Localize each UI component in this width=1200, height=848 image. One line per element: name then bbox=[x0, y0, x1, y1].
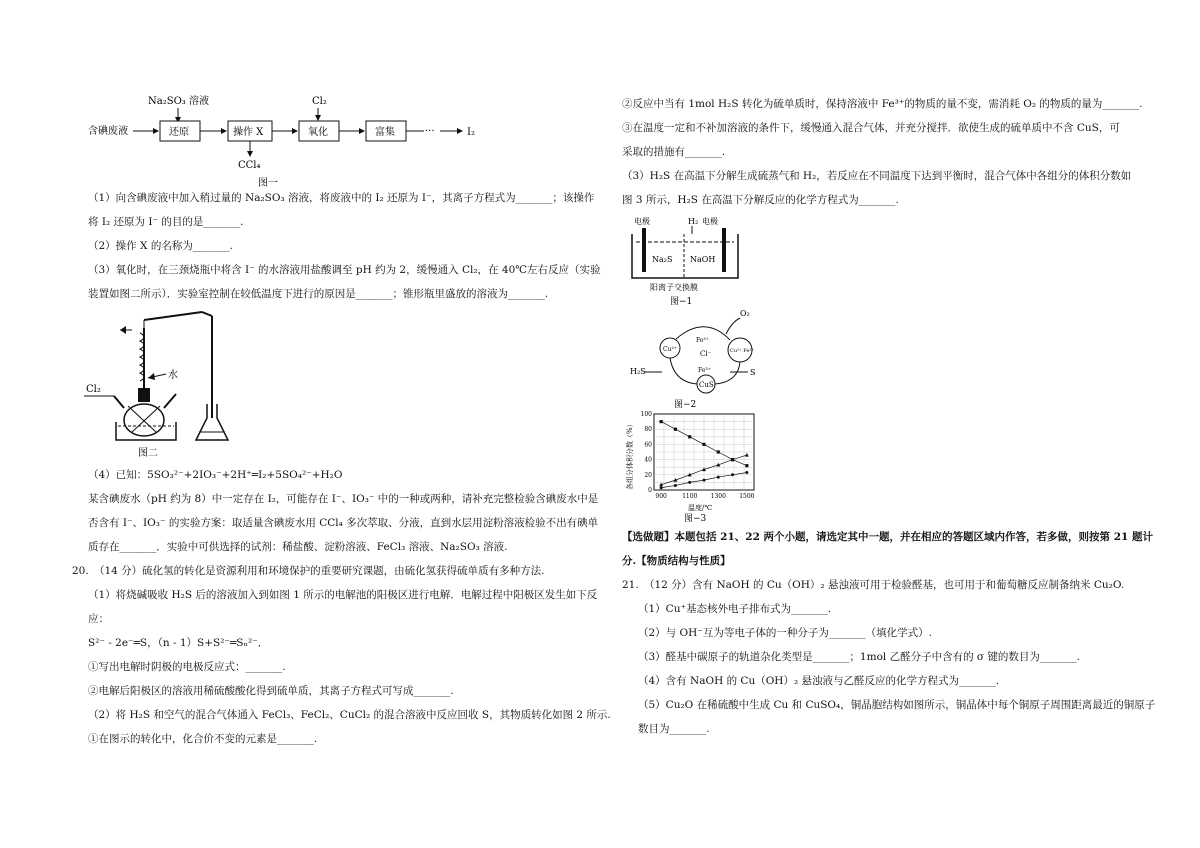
q1-line1: （1）向含碘废液中加入稍过量的 Na₂SO₃ 溶液，将废液中的 I₂ 还原为 I⁻，其离子方程式为_______；该操作 bbox=[88, 192, 595, 204]
q20-1-a: ①写出电解时阴极的电极反应式：_______. bbox=[88, 661, 286, 673]
flow-box-oxidize-label: 氧化 bbox=[308, 127, 328, 138]
q21-4: （4）含有 NaOH 的 Cu（OH）₂ 悬浊液与乙醛反应的化学方程式为_______. bbox=[638, 675, 1000, 687]
q20-2-line1: （2）将 H₂S 和空气的混合气体通入 FeCl₃、FeCl₂、CuCl₂ 的混合溶液中反应回收 S，其物质转化如图 2 所示. bbox=[88, 709, 611, 721]
q2: （2）操作 X 的名称为_______. bbox=[88, 240, 233, 252]
chart-point bbox=[731, 473, 734, 476]
q21-5-line2: 数目为_______. bbox=[638, 723, 710, 735]
fig2-cus: CuS bbox=[699, 381, 714, 389]
chart-ytick-label: 40 bbox=[644, 456, 652, 464]
q20-line1: 20. （14 分）硫化氢的转化是资源利用和环境保护的重要研究课题，由硫化氢获得硫单质有多种方法. bbox=[72, 565, 545, 577]
chart-point bbox=[660, 486, 663, 489]
q20-1-b: ②电解后阳极区的溶液用稀硫酸酸化得到硫单质，其离子方程式可写成_______. bbox=[88, 685, 454, 697]
chart-point bbox=[688, 435, 691, 438]
apparatus-caption: 图二 bbox=[138, 448, 158, 459]
q20-3-line1: （3）H₂S 在高温下分解生成硫蒸气和 H₂，若反应在不同温度下达到平衡时，混合气体中各组分的体积分数如 bbox=[622, 170, 1132, 182]
chart-xtick-label: 900 bbox=[655, 493, 667, 500]
chart-ytick-label: 100 bbox=[640, 411, 652, 418]
q4-line1: （4）已知：5SO₃²⁻+2IO₃⁻+2H⁺═I₂+5SO₄²⁻+H₂O bbox=[88, 469, 343, 481]
chart-point bbox=[717, 450, 720, 453]
chart-xlabel: 温度/℃ bbox=[688, 504, 713, 512]
chart-point bbox=[674, 484, 677, 487]
figure-3-chart bbox=[622, 408, 772, 523]
flow-box-operation-label: 操作 X bbox=[233, 127, 264, 138]
q20-3-line2: 图 3 所示，H₂S 在高温下分解反应的化学方程式为_______. bbox=[622, 194, 899, 206]
flow-byproduct-ccl4: CCl₄ bbox=[238, 160, 261, 171]
fig2-fe-top: Fe³⁺ bbox=[696, 337, 709, 344]
figure-1-electrolysis bbox=[622, 212, 762, 307]
select-line1: 【选做题】本题包括 21、22 两个小题，请选定其中一题，并在相应的答题区域内作答，若多做，则按第 21 题计 bbox=[622, 531, 1153, 543]
q3-line2: 装置如图二所示）．实验室控制在较低温度下进行的原因是_______；锥形瓶里盛放的溶液为_______. bbox=[88, 288, 549, 300]
chart-caption: 图−3 bbox=[684, 514, 707, 524]
apparatus-diagram bbox=[84, 308, 284, 458]
q20-2-c-line1: ③在温度一定和不补加溶液的条件下，缓慢通入混合气体，并充分搅拌．欲使生成的硫单质中不含 CuS，可 bbox=[622, 122, 1120, 134]
fig1-membrane: 阳离子交换膜 bbox=[650, 283, 698, 292]
q21-1: （1）Cu⁺基态核外电子排布式为_______. bbox=[638, 603, 832, 615]
chart-xtick-label: 1100 bbox=[682, 493, 698, 500]
fig1-electrode-left: 电极 bbox=[634, 217, 650, 226]
flow-product-i2: I₂ bbox=[467, 127, 475, 138]
apparatus-cl2-label: Cl₂ bbox=[86, 384, 101, 395]
q21-2: （2）与 OH⁻互为等电子体的一种分子为_______（填化学式）. bbox=[638, 627, 932, 639]
fig2-cu-fe: Cu²⁺ Fe²⁺ bbox=[730, 348, 755, 354]
fig1-naoh: NaOH bbox=[690, 255, 716, 264]
q20-2-b: ②反应中当有 1mol H₂S 转化为硫单质时，保持溶液中 Fe³⁺的物质的量不变，需消耗 O₂ 的物质的量为_______. bbox=[622, 98, 1143, 110]
fig2-caption: 图−2 bbox=[674, 400, 697, 410]
q21-5-line1: （5）Cu₂O 在稀硫酸中生成 Cu 和 CuSO₄，铜晶胞结构如图所示，铜晶体中每个铜原子周围距离最近的铜原子 bbox=[638, 699, 1156, 711]
flow-reagent-cl2: Cl₂ bbox=[312, 96, 327, 107]
flow-caption: 图一 bbox=[258, 178, 278, 189]
fig2-cu2: Cu²⁺ bbox=[663, 346, 678, 353]
apparatus-water-label: 水 bbox=[168, 370, 178, 381]
q1-line2: 将 I₂ 还原为 I⁻ 的目的是_______. bbox=[88, 216, 244, 228]
chart-point bbox=[745, 464, 748, 467]
chart-ylabel: 各组分体积分数（%） bbox=[626, 420, 634, 490]
q4-line2: 某含碘废水（pH 约为 8）中一定存在 I₂，可能存在 I⁻、IO₃⁻ 中的一种或两种，请补充完整检验含碘废水中是 bbox=[88, 493, 599, 505]
chart-ytick-label: 20 bbox=[644, 471, 652, 479]
q4-line3: 否含有 I⁻、IO₃⁻ 的实验方案：取适量含碘废水用 CCl₄ 多次萃取、分液，直到水层用淀粉溶液检验不出有碘单 bbox=[88, 517, 599, 529]
q20-1-line3: S²⁻ - 2e⁻═S，（n - 1）S+S²⁻═Sₙ²⁻． bbox=[88, 637, 269, 649]
fig1-electrode-right: 电极 bbox=[702, 217, 718, 226]
flow-diagram bbox=[0, 0, 600, 189]
select-line2: 分.【物质结构与性质】 bbox=[622, 555, 731, 567]
q20-1-line1: （1）将烧碱吸收 H₂S 后的溶液加入到如图 1 所示的电解池的阳极区进行电解．电解过程中阳极区发生如下反 bbox=[88, 589, 598, 601]
chart-point bbox=[745, 471, 748, 474]
fig2-o2: O₂ bbox=[740, 309, 750, 318]
chart-point bbox=[717, 476, 720, 479]
chart-point bbox=[674, 428, 677, 431]
q21-3: （3）醛基中碳原子的轨道杂化类型是_______；1mol 乙醛分子中含有的 σ 键的数目为_______. bbox=[638, 651, 1081, 663]
chart-ytick-label: 0 bbox=[648, 487, 652, 494]
q3-line1: （3）氧化时，在三颈烧瓶中将含 I⁻ 的水溶液用盐酸调至 pH 约为 2，缓慢通入 Cl₂，在 40℃左右反应（实验 bbox=[88, 264, 601, 276]
chart-point bbox=[688, 481, 691, 484]
chart-point bbox=[703, 479, 706, 482]
figure-2-cycle bbox=[622, 306, 762, 411]
q21-line1: 21. （12 分）含有 NaOH 的 Cu（OH）₂ 悬浊液可用于检验醛基，也可用于和葡萄糖反应制备纳米 Cu₂O. bbox=[622, 579, 1125, 591]
fig1-na2s: Na₂S bbox=[652, 255, 673, 264]
flow-box-reduce-label: 还原 bbox=[169, 127, 189, 138]
q20-1-line2: 应： bbox=[88, 613, 109, 625]
q4-line4: 质存在_______．实验中可供选择的试剂：稀盐酸、淀粉溶液、FeCl₃ 溶液、Na₂SO₃ 溶液. bbox=[88, 541, 508, 553]
q20-2-c-line2: 采取的措施有_______. bbox=[622, 146, 726, 158]
right-column bbox=[600, 0, 1200, 848]
chart-point bbox=[660, 420, 663, 423]
flow-box-enrich-label: 富集 bbox=[375, 127, 395, 138]
fig2-s: S bbox=[750, 368, 756, 377]
fig1-h2: H₂ bbox=[688, 217, 699, 226]
fig2-cl: Cl⁻ bbox=[700, 350, 712, 358]
flow-ellipsis: ··· bbox=[425, 126, 435, 137]
fig2-fe-bottom: Fe³⁺ bbox=[698, 367, 711, 374]
chart-xtick-label: 1300 bbox=[710, 493, 726, 500]
q20-2-a: ①在图示的转化中，化合价不变的元素是_______. bbox=[88, 733, 318, 745]
chart-ytick-label: 80 bbox=[644, 426, 652, 434]
chart-ytick-label: 60 bbox=[644, 441, 652, 449]
flow-reagent-na2so3: Na₂SO₃ 溶液 bbox=[148, 96, 209, 107]
chart-point bbox=[702, 443, 705, 446]
chart-xtick-label: 1500 bbox=[739, 493, 755, 500]
flow-input-label: 含碘废液 bbox=[88, 126, 128, 137]
fig1-caption: 图−1 bbox=[670, 297, 693, 307]
fig2-h2s: H₂S bbox=[630, 367, 646, 376]
